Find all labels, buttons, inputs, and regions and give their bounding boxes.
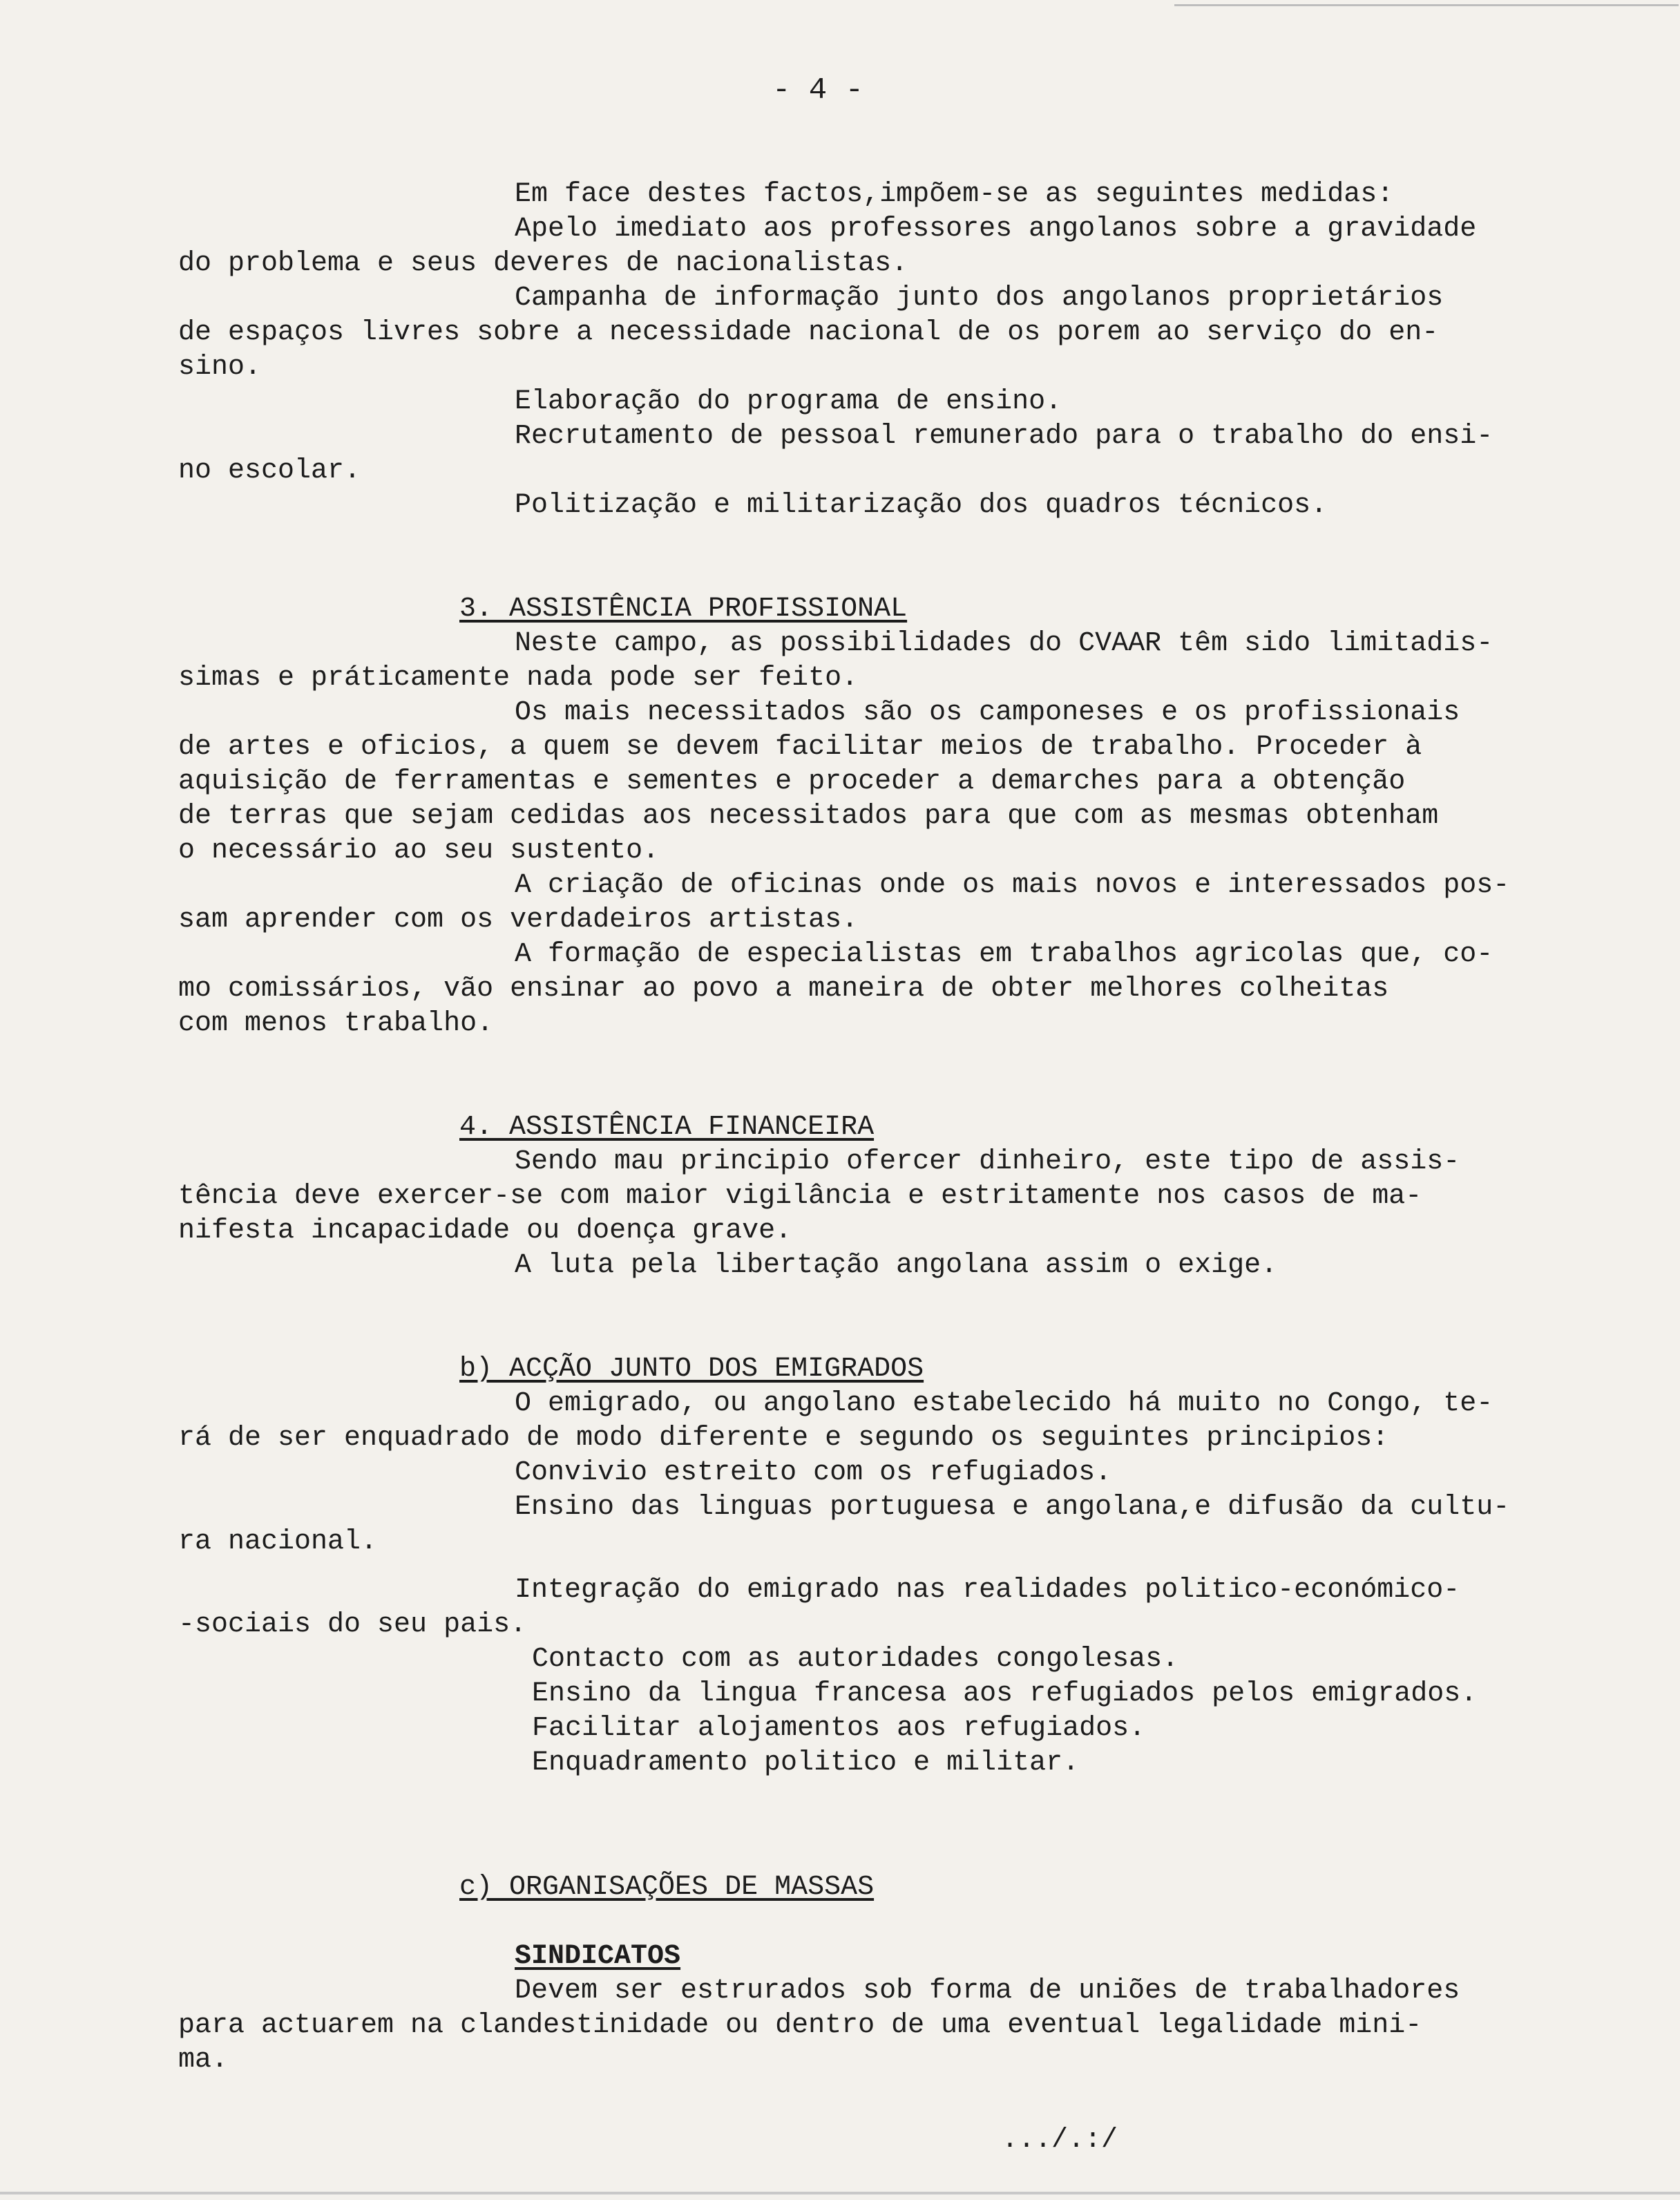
- text-line: tência deve exercer-se com maior vigilância e estritamente nos casos de ma-: [178, 1181, 1422, 1212]
- text-line: Apelo imediato aos professores angolanos sobre a gravidade: [515, 214, 1477, 245]
- text-line: Contacto com as autoridades congolesas.: [532, 1644, 1179, 1675]
- text-line: Ensino das linguas portuguesa e angolana,e difusão da cultu-: [515, 1492, 1510, 1523]
- text-line: A luta pela libertação angolana assim o exige.: [515, 1250, 1278, 1281]
- text-line: Devem ser estrurados sob forma de uniões de trabalhadores: [515, 1975, 1460, 2007]
- text-line: -sociais do seu pais.: [178, 1609, 527, 1640]
- scan-edge-top: [1174, 4, 1679, 6]
- text-line: no escolar.: [178, 455, 361, 486]
- text-line: de terras que sejam cedidas aos necessitados para que com as mesmas obtenham: [178, 801, 1439, 832]
- section-heading: b) ACÇÃO JUNTO DOS EMIGRADOS: [459, 1354, 924, 1385]
- text-line: ra nacional.: [178, 1526, 378, 1557]
- scan-edge-bottom: [0, 2192, 1680, 2194]
- text-line: Neste campo, as possibilidades do CVAAR têm sido limitadis-: [515, 628, 1493, 659]
- section-heading: c) ORGANISAÇÕES DE MASSAS: [459, 1872, 875, 1903]
- text-line: Facilitar alojamentos aos refugiados.: [532, 1713, 1146, 1744]
- text-line: do problema e seus deveres de nacionalistas.: [178, 248, 908, 279]
- text-line: Enquadramento politico e militar.: [532, 1747, 1080, 1779]
- text-line: Sendo mau principio ofercer dinheiro, este tipo de assis-: [515, 1146, 1460, 1177]
- text-line: ma.: [178, 2045, 229, 2076]
- text-line: aquisição de ferramentas e sementes e proceder a demarches para a obtenção: [178, 766, 1406, 797]
- text-line: rá de ser enquadrado de modo diferente e segundo os seguintes principios:: [178, 1423, 1389, 1454]
- text-line: A criação de oficinas onde os mais novos e interessados pos-: [515, 870, 1510, 901]
- text-line: Politização e militarização dos quadros técnicos.: [515, 490, 1328, 521]
- text-line: sam aprender com os verdadeiros artistas.: [178, 904, 859, 936]
- text-line: Recrutamento de pessoal remunerado para o trabalho do ensi-: [515, 421, 1493, 452]
- text-line: Em face destes factos,impõem-se as seguintes medidas:: [515, 179, 1394, 210]
- text-line: de espaços livres sobre a necessidade nacional de os porem ao serviço do en-: [178, 317, 1439, 348]
- text-line: Campanha de informação junto dos angolanos proprietários: [515, 283, 1444, 314]
- text-line: A formação de especialistas em trabalhos agricolas que, co-: [515, 939, 1493, 970]
- text-line: Integração do emigrado nas realidades politico-económico-: [515, 1575, 1460, 1606]
- text-line: o necessário ao seu sustento.: [178, 835, 660, 866]
- subsection-heading: SINDICATOS: [515, 1941, 681, 1972]
- text-line: Ensino da lingua francesa aos refugiados pelos emigrados.: [532, 1678, 1478, 1709]
- text-line: simas e práticamente nada pode ser feito.: [178, 663, 859, 694]
- text-line: Convivio estreito com os refugiados.: [515, 1457, 1112, 1488]
- section-heading: 3. ASSISTÊNCIA PROFISSIONAL: [459, 594, 908, 625]
- text-line: Elaboração do programa de ensino.: [515, 386, 1062, 417]
- text-line: Os mais necessitados são os camponeses e os profissionais: [515, 697, 1460, 728]
- text-line: sino.: [178, 352, 262, 383]
- text-line: O emigrado, ou angolano estabelecido há muito no Congo, te-: [515, 1388, 1493, 1419]
- text-line: nifesta incapacidade ou doença grave.: [178, 1215, 792, 1246]
- continuation-mark: .../.:/: [1002, 2125, 1118, 2156]
- page-number: - 4 -: [772, 73, 864, 108]
- text-line: de artes e oficios, a quem se devem facilitar meios de trabalho. Proceder à: [178, 732, 1422, 763]
- text-line: mo comissários, vão ensinar ao povo a maneira de obter melhores colheitas: [178, 974, 1389, 1005]
- text-line: para actuarem na clandestinidade ou dentro de uma eventual legalidade mini-: [178, 2010, 1422, 2041]
- section-heading: 4. ASSISTÊNCIA FINANCEIRA: [459, 1112, 875, 1143]
- text-line: com menos trabalho.: [178, 1008, 494, 1039]
